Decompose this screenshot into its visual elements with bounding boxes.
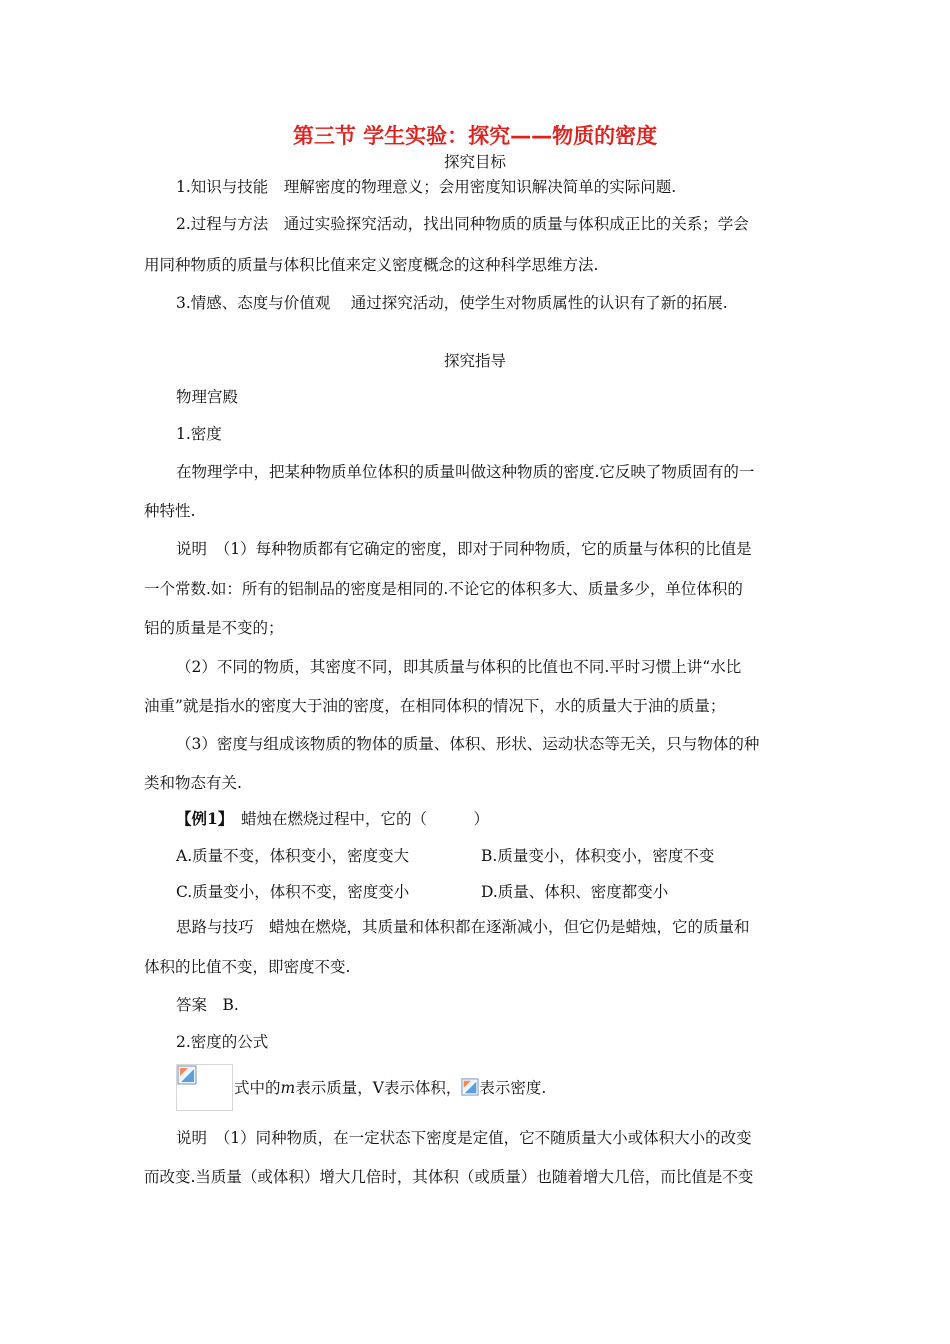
note1-line3: 铝的质量是不变的； — [144, 619, 284, 637]
answer: 答案 B. — [176, 996, 239, 1014]
rho-image-placeholder — [461, 1078, 479, 1096]
section-density: 1.密度 — [176, 425, 222, 443]
note1-line1: 说明 （1）每种物质都有它确定的密度，即对于同种物质，它的质量与体积的比值是 — [176, 540, 752, 558]
options-row-ab — [176, 845, 809, 867]
broken-image-icon — [461, 1078, 479, 1096]
heading-goals: 探究目标 — [443, 153, 506, 171]
example-question — [176, 808, 809, 830]
section-density-formula: 2.密度的公式 — [176, 1033, 269, 1051]
tip-line2: 体积的比值不变，即密度不变. — [144, 958, 351, 976]
example-text: 蜡烛在燃烧过程中，它的（ ） — [225, 810, 490, 828]
option-d: D.质量、体积、密度都变小 — [481, 883, 669, 901]
formula-description: 式中的m表示质量，V表示体积， 表示密度. — [234, 1079, 547, 1097]
density-definition-line1: 在物理学中，把某种物质单位体积的质量叫做这种物质的密度.它反映了物质固有的一 — [176, 463, 755, 481]
note4-line1: 说明 （1）同种物质，在一定状态下密度是定值，它不随质量大小或体积大小的改变 — [176, 1129, 752, 1147]
goal-process-line1: 2.过程与方法 通过实验探究活动，找出同种物质的质量与体积成正比的关系；学会 — [176, 215, 749, 233]
note3-line1: （3）密度与组成该物质的物体的质量、体积、形状、运动状态等无关，只与物体的种 — [176, 735, 760, 753]
option-c: C.质量变小，体积不变，密度变小 — [176, 883, 410, 901]
note3-line2: 类和物态有关. — [144, 774, 242, 792]
option-a: A.质量不变，体积变小，密度变大 — [176, 847, 410, 865]
tip-line1: 思路与技巧 蜡烛在燃烧，其质量和体积都在逐渐减小，但它仍是蜡烛，它的质量和 — [176, 918, 750, 936]
note4-line2: 而改变.当质量（或体积）增大几倍时，其体积（或质量）也随着增大几倍，而比值是不变 — [144, 1168, 754, 1186]
option-b: B.质量变小，体积变小，密度不变 — [481, 847, 715, 865]
density-definition-line2: 种特性. — [144, 502, 196, 520]
formula-image-placeholder — [176, 1064, 233, 1111]
goal-attitude: 3.情感、态度与价值观 通过探究活动，使学生对物质属性的认识有了新的拓展. — [176, 294, 728, 312]
heading-guide: 探究指导 — [443, 352, 506, 370]
page-title: 第三节 学生实验：探究——物质的密度 — [292, 124, 658, 148]
note2-line2: 油重”就是指水的密度大于油的密度，在相同体积的情况下，水的质量大于油的质量； — [144, 697, 726, 715]
physics-palace-label: 物理宫殿 — [176, 388, 239, 406]
mass-symbol: m — [280, 1079, 296, 1097]
note2-line1: （2）不同的物质，其密度不同，即其质量与体积的比值也不同.平时习惯上讲“水比 — [176, 658, 742, 676]
note1-line2: 一个常数.如：所有的铝制品的密度是相同的.不论它的体积多大、质量多少，单位体积的 — [144, 580, 743, 598]
example-tag: 【例1】 — [176, 809, 226, 828]
options-row-cd — [176, 881, 809, 903]
broken-image-icon — [177, 1065, 197, 1085]
goal-knowledge: 1.知识与技能 理解密度的物理意义；会用密度知识解决简单的实际问题. — [176, 178, 677, 196]
goal-process-line2: 用同种物质的质量与体积比值来定义密度概念的这种科学思维方法. — [144, 256, 599, 274]
